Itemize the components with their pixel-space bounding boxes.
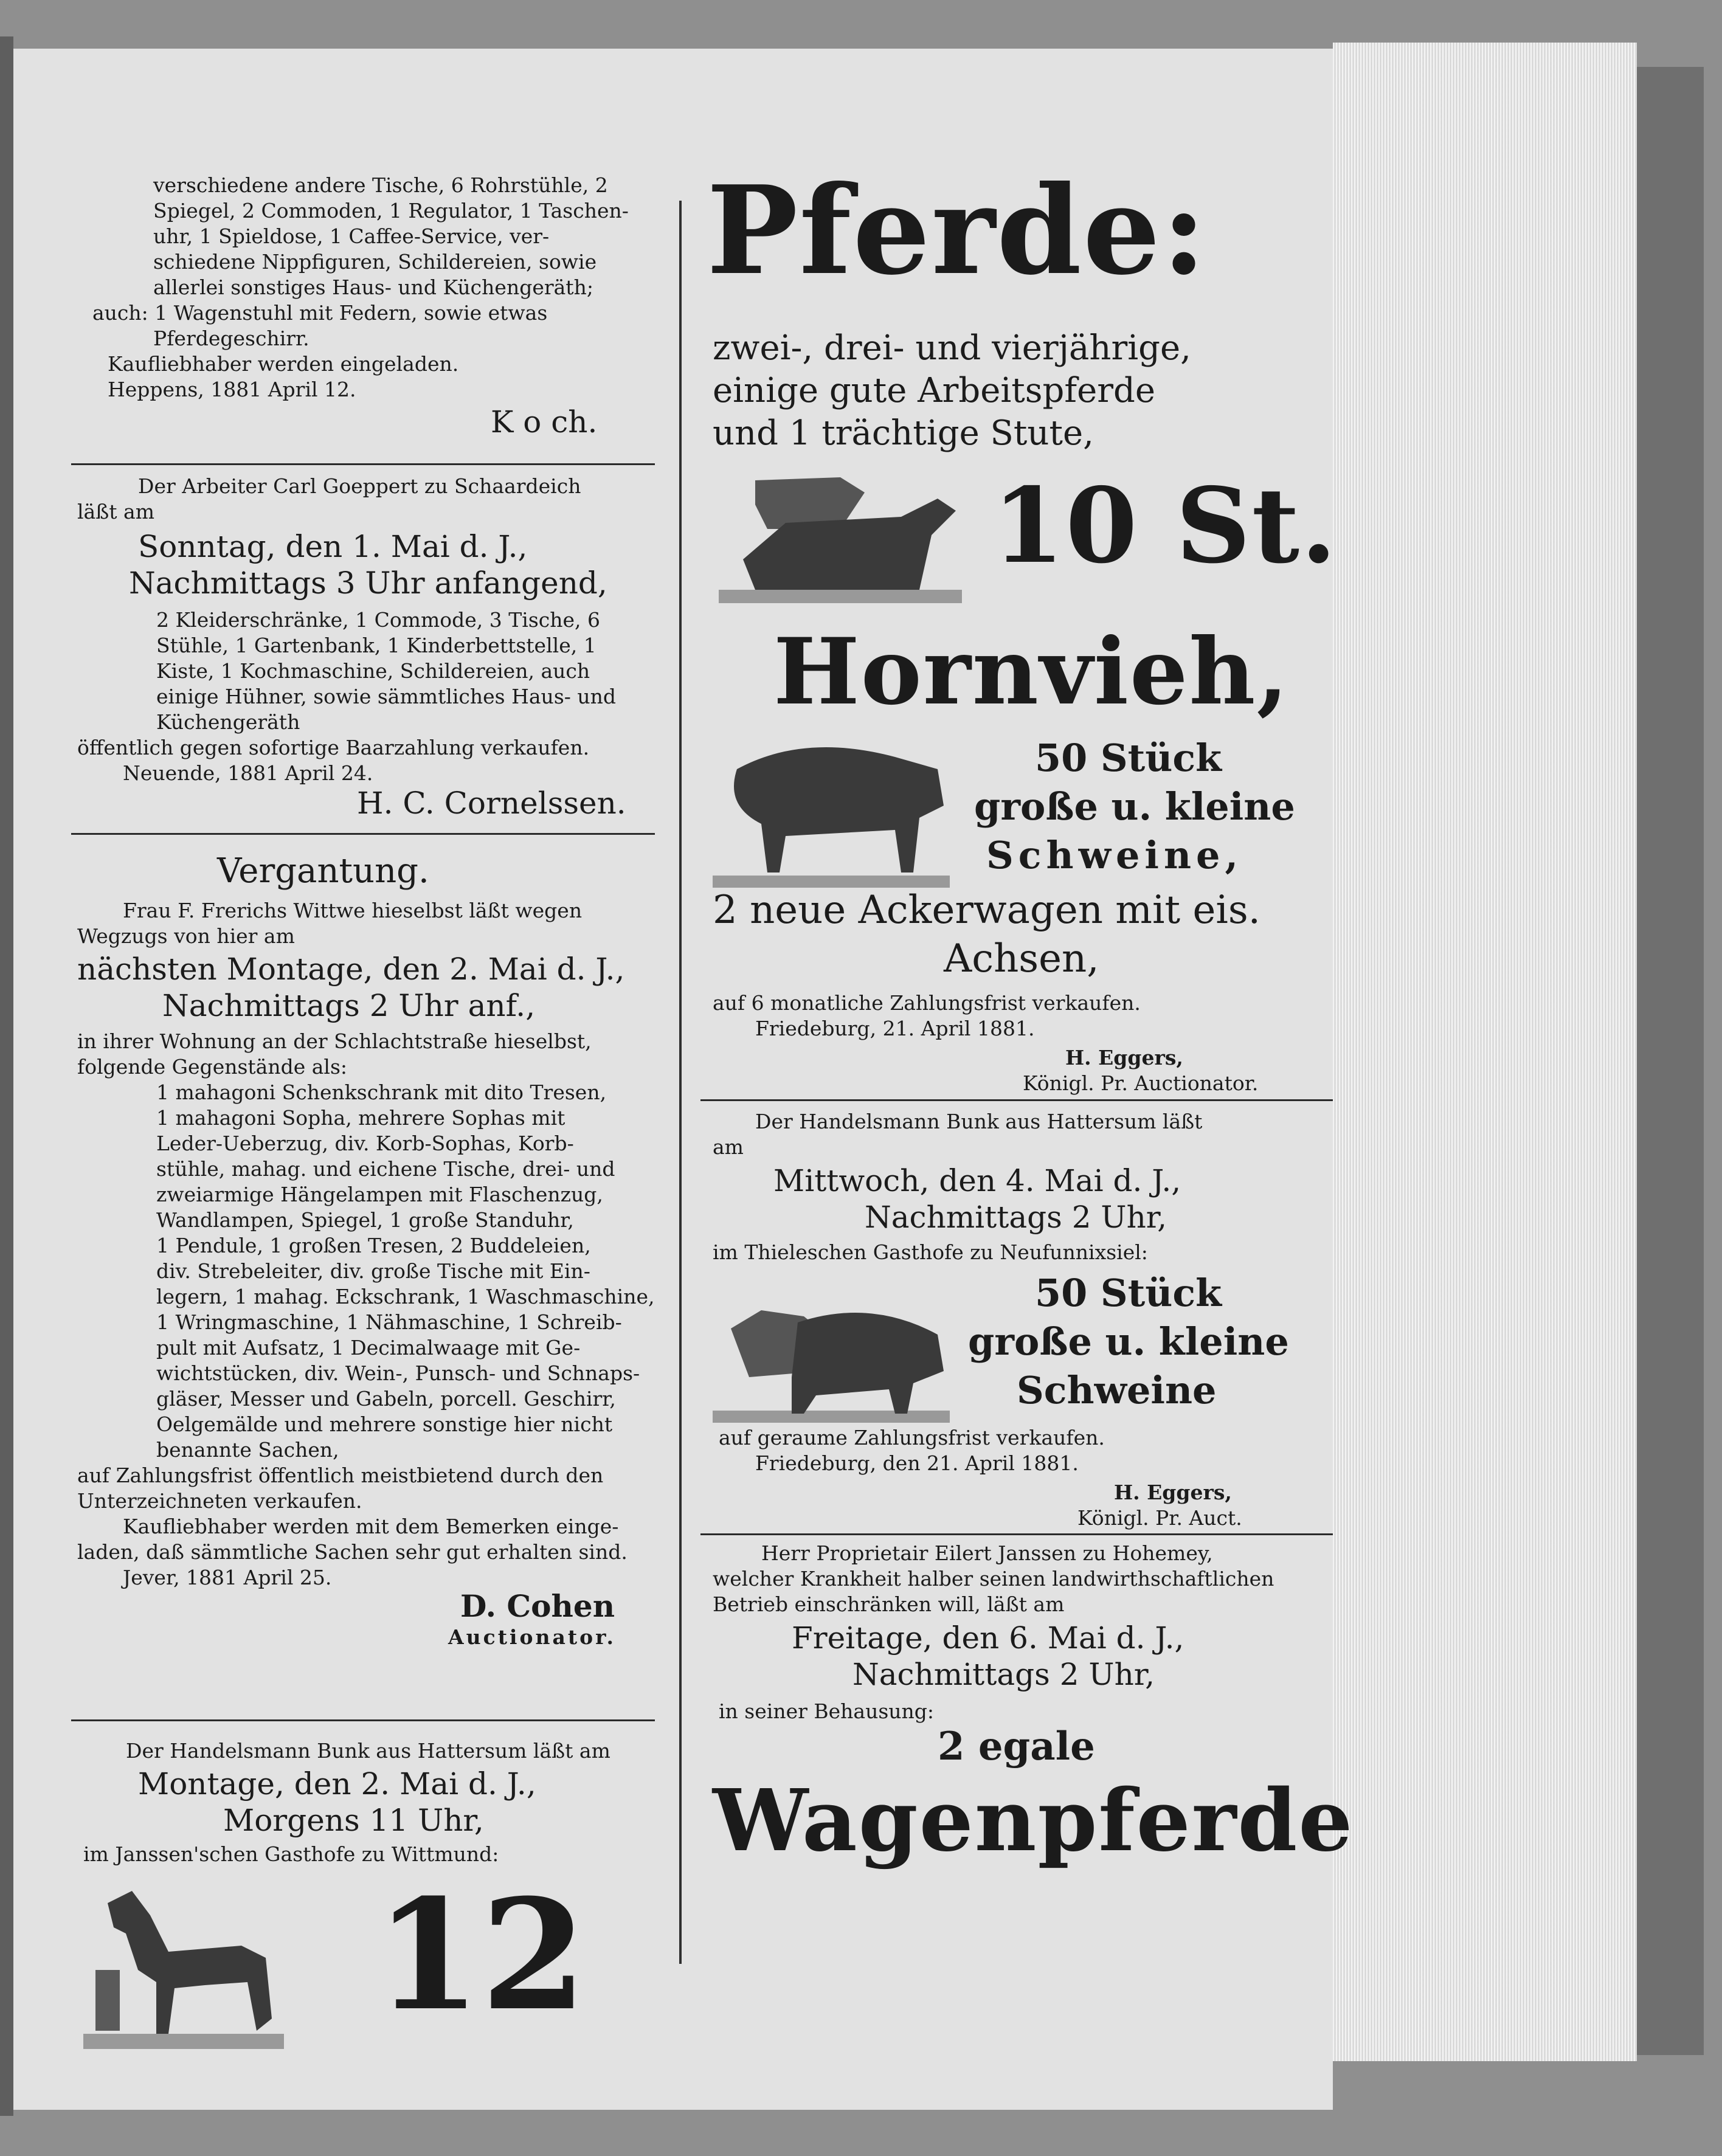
ad-line: Pferdegeschirr. <box>153 327 309 350</box>
ad-sub: und 1 trächtige Stute, <box>713 413 1094 453</box>
ad-separator <box>71 463 655 465</box>
ad-sub: zwei-, drei- und vierjährige, <box>713 328 1191 368</box>
ad-closing: öffentlich gegen sofortige Baarzahlung verkaufen. <box>77 736 590 759</box>
ad-intro: am <box>713 1135 744 1159</box>
ad-date: Mittwoch, den 4. Mai d. J., <box>773 1163 1181 1198</box>
ad-time: Morgens 11 Uhr, <box>223 1803 484 1838</box>
ad-closing: auf Zahlungsfrist öffentlich meistbietend durch den <box>77 1463 604 1487</box>
pigs-line: große u. kleine <box>968 1319 1289 1364</box>
ad-signature: H. Eggers, <box>1065 1046 1183 1069</box>
ad-time: Nachmittags 2 Uhr, <box>852 1657 1155 1692</box>
wagons-line: 2 neue Ackerwagen mit eis. <box>713 888 1260 933</box>
headline-pferde: Pferde: <box>707 159 1208 302</box>
ad-item: 1 Pendule, 1 großen Tresen, 2 Buddeleien, <box>156 1234 591 1257</box>
ad-intro: Herr Proprietair Eilert Janssen zu Hohemey, <box>761 1541 1213 1565</box>
ad-place-date: Friedeburg, 21. April 1881. <box>755 1017 1035 1040</box>
ad-location: folgende Gegenstände als: <box>77 1055 348 1079</box>
ad-line: auch: 1 Wagenstuhl mit Federn, sowie etwas <box>92 301 548 325</box>
ad-item: 1 Wringmaschine, 1 Nähmaschine, 1 Schreib- <box>156 1310 622 1334</box>
ad-line: uhr, 1 Spieldose, 1 Caffee-Service, ver- <box>153 224 550 248</box>
ad-separator <box>700 1533 1333 1535</box>
column-divider <box>679 201 682 1964</box>
ad-closing: Unterzeichneten verkaufen. <box>77 1489 362 1513</box>
ad-separator <box>71 1719 655 1721</box>
ad-item: benannte Sachen, <box>156 1438 339 1462</box>
ad-time: Nachmittags 2 Uhr anf., <box>162 988 536 1023</box>
ad-separator <box>700 1099 1333 1101</box>
ad-intro: Wegzugs von hier am <box>77 924 295 948</box>
ad-item: stühle, mahag. und eichene Tische, drei- und <box>156 1157 615 1181</box>
newspaper-page <box>13 49 1354 2110</box>
ad-signature-title: Königl. Pr. Auct. <box>1077 1506 1242 1530</box>
ad-place-date: Heppens, 1881 April 12. <box>108 378 356 401</box>
ad-item: legern, 1 mahag. Eckschrank, 1 Waschmaschine, <box>156 1285 655 1308</box>
ad-signature-title: Königl. Pr. Auctionator. <box>1023 1071 1259 1095</box>
ad-item: wichtstücken, div. Wein-, Punsch- und Schnaps- <box>156 1361 640 1385</box>
ad-line: schiedene Nippfiguren, Schildereien, sowie <box>153 250 597 274</box>
ad-closing: auf geraume Zahlungsfrist verkaufen. <box>719 1426 1105 1449</box>
ad-remark: laden, daß sämmtliche Sachen sehr gut erhalten sind. <box>77 1540 628 1564</box>
wagons-line: Achsen, <box>944 936 1099 981</box>
ad-item: Küchengeräth <box>156 710 300 734</box>
pigs-line: große u. kleine <box>974 784 1295 829</box>
ad-location: im Thieleschen Gasthofe zu Neufunnixsiel: <box>713 1240 1148 1264</box>
ad-signature: H. C. Cornelssen. <box>357 786 626 821</box>
ad-intro: welcher Krankheit halber seinen landwirthschaftlichen <box>713 1567 1274 1591</box>
book-fold-shadow <box>0 36 13 2116</box>
ad-place-date: Neuende, 1881 April 24. <box>123 761 373 785</box>
ad-item: einige Hühner, sowie sämmtliches Haus- und <box>156 685 617 708</box>
ad-item: div. Strebeleiter, div. große Tische mit Ein- <box>156 1259 590 1283</box>
pigs-line: 50 Stück <box>1035 736 1222 780</box>
ad-item: 1 mahagoni Schenkschrank mit dito Tresen, <box>156 1080 607 1104</box>
ad-item: zweiarmige Hängelampen mit Flaschenzug, <box>156 1183 603 1206</box>
pigs-line: 50 Stück <box>1035 1271 1222 1315</box>
ad-date: nächsten Montage, den 2. Mai d. J., <box>77 952 625 987</box>
pigs-illustration <box>713 1292 956 1426</box>
ad-signature: D. Cohen <box>460 1588 615 1624</box>
ad-closing: auf 6 monatliche Zahlungsfrist verkaufen. <box>713 991 1141 1015</box>
ad-item: pult mit Aufsatz, 1 Decimalwaage mit Ge- <box>156 1336 581 1360</box>
ad-invite: Kaufliebhaber werden eingeladen. <box>108 352 459 376</box>
page-edges <box>1333 43 1637 2061</box>
ad-time: Nachmittags 3 Uhr anfangend, <box>129 565 607 601</box>
ad-item: Kiste, 1 Kochmaschine, Schildereien, auch <box>156 659 590 683</box>
ad-intro: Der Handelsmann Bunk aus Hattersum läßt <box>755 1110 1203 1133</box>
pigs-line: Schweine, <box>986 833 1243 877</box>
ad-separator <box>71 833 655 835</box>
ad-intro: Frau F. Frerichs Wittwe hieselbst läßt wegen <box>123 899 583 922</box>
book-cover <box>1637 67 1704 2055</box>
ad-signature-title: Auctionator. <box>448 1625 616 1649</box>
ad-place-date: Friedeburg, den 21. April 1881. <box>755 1451 1079 1475</box>
ad-remark: Kaufliebhaber werden mit dem Bemerken einge- <box>123 1515 619 1538</box>
ad-place-date: Jever, 1881 April 25. <box>123 1566 332 1589</box>
headline-wagenpferde: Wagenpferde <box>713 1771 1354 1871</box>
ad-title: Vergantung. <box>217 851 429 891</box>
cattle-illustration <box>719 468 974 608</box>
cattle-count: 10 St. <box>992 465 1338 587</box>
ad-time: Nachmittags 2 Uhr, <box>865 1200 1167 1235</box>
ad-item: Leder-Ueberzug, div. Korb-Sophas, Korb- <box>156 1132 574 1155</box>
ad-location: in seiner Behausung: <box>719 1699 935 1723</box>
ad-item: 2 Kleiderschränke, 1 Commode, 3 Tische, 6 <box>156 608 600 632</box>
ad-item: gläser, Messer und Gabeln, porcell. Geschirr, <box>156 1387 616 1411</box>
ad-item: Stühle, 1 Gartenbank, 1 Kinderbettstelle, 1 <box>156 634 596 657</box>
ad-item: Wandlampen, Spiegel, 1 große Standuhr, <box>156 1208 574 1232</box>
ad-item: 1 mahagoni Sopha, mehrere Sophas mit <box>156 1106 565 1130</box>
horse-illustration <box>83 1879 290 2055</box>
ad-date: Sonntag, den 1. Mai d. J., <box>138 529 528 564</box>
pig-illustration <box>713 733 956 891</box>
ad-item: Oelgemälde und mehrere sonstige hier nicht <box>156 1412 613 1436</box>
ad-sub: einige gute Arbeitspferde <box>713 371 1155 410</box>
ad-line: verschiedene andere Tische, 6 Rohrstühle, 2 <box>153 173 608 197</box>
cattle-word: Hornvieh, <box>773 618 1290 725</box>
ad-intro: Der Handelsmann Bunk aus Hattersum läßt am <box>126 1739 610 1763</box>
ad-location: im Janssen'schen Gasthofe zu Wittmund: <box>83 1842 499 1866</box>
ad-intro: Der Arbeiter Carl Goeppert zu Schaardeich <box>138 474 581 498</box>
ad-line: allerlei sonstiges Haus- und Küchengeräth; <box>153 275 593 299</box>
ad-date: Freitage, den 6. Mai d. J., <box>792 1620 1184 1656</box>
ad-intro: läßt am <box>77 500 154 523</box>
ad-signature: K o ch. <box>491 404 598 440</box>
ad-count: 2 egale <box>938 1724 1095 1769</box>
ad-date: Montage, den 2. Mai d. J., <box>138 1766 536 1802</box>
ad-location: in ihrer Wohnung an der Schlachtstraße hieselbst, <box>77 1029 592 1053</box>
ad-intro: Betrieb einschränken will, läßt am <box>713 1592 1065 1616</box>
ad-line: Spiegel, 2 Commoden, 1 Regulator, 1 Taschen- <box>153 199 629 223</box>
ad-signature: H. Eggers, <box>1114 1481 1232 1504</box>
big-number: 12 <box>375 1865 587 2044</box>
pigs-line: Schweine <box>1017 1368 1217 1412</box>
